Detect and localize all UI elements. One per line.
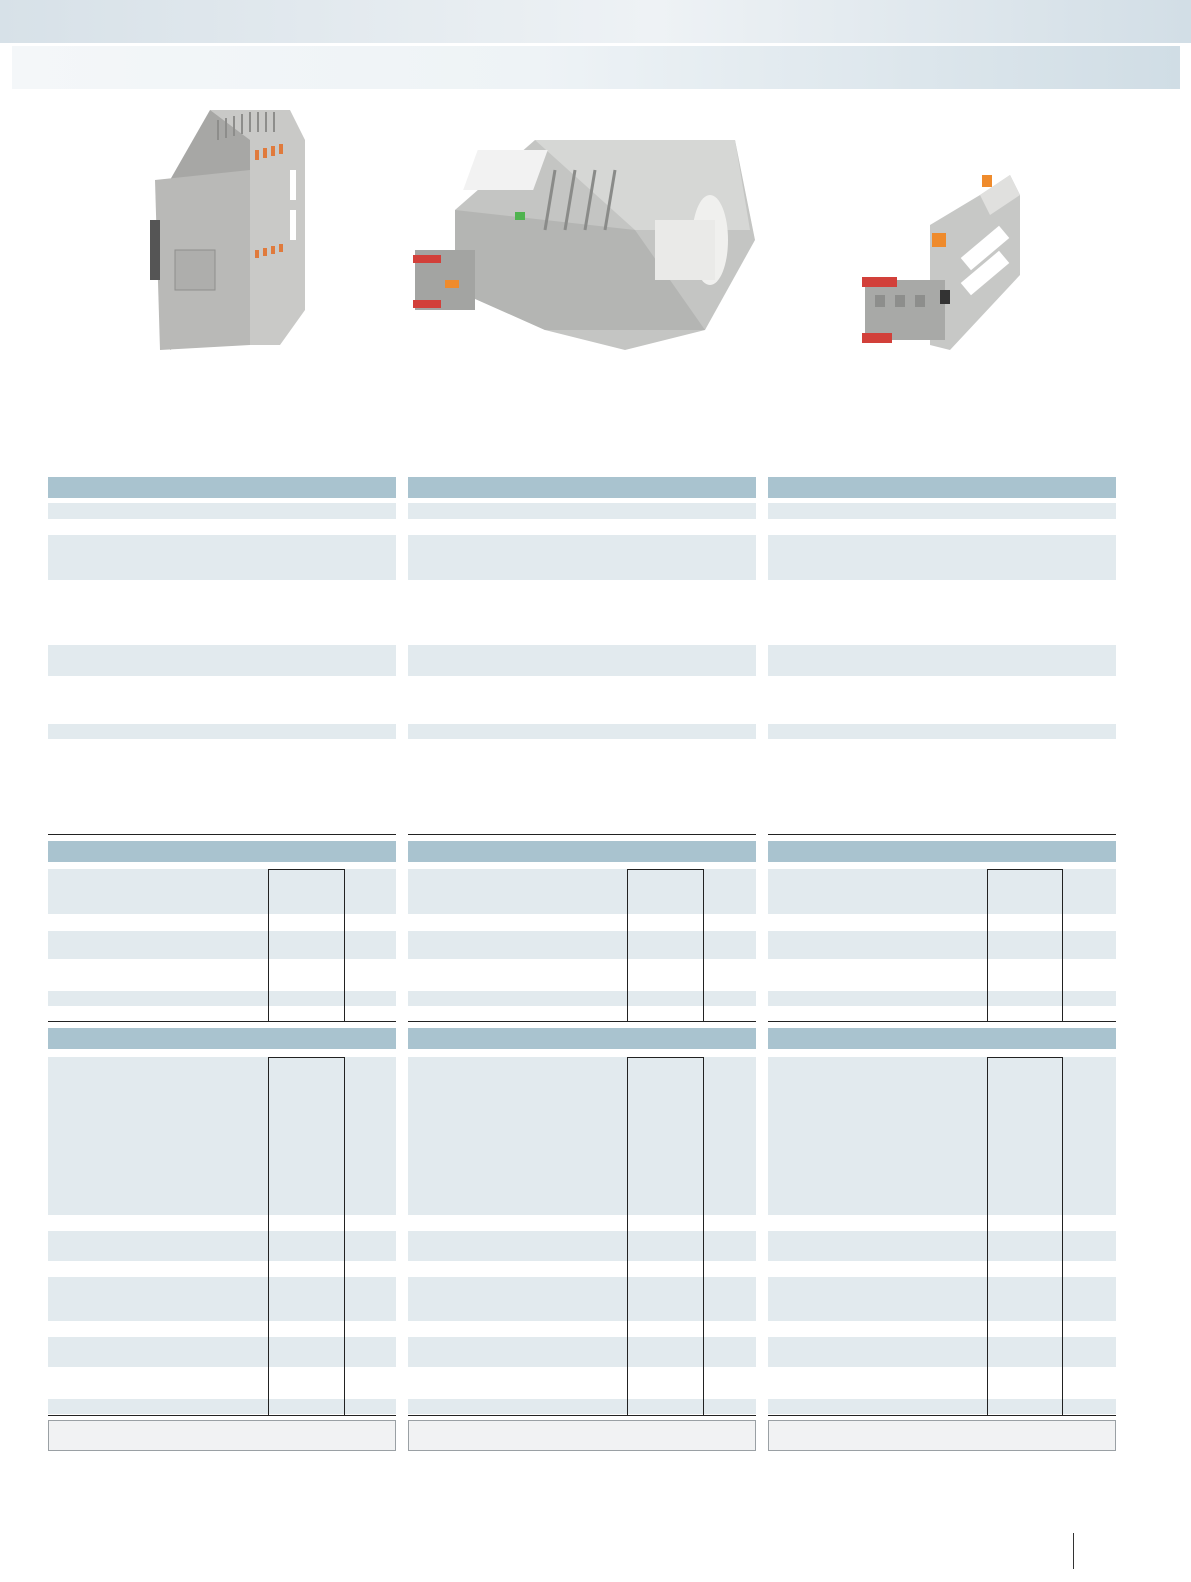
section-rule [408, 1021, 756, 1022]
data-row [768, 931, 1116, 959]
section-rule [408, 1415, 756, 1416]
technical-data-header [768, 841, 1116, 862]
data-row [408, 503, 756, 519]
product-column-3 [768, 0, 1116, 1582]
footnote-box [408, 1420, 756, 1451]
data-row [408, 724, 756, 739]
data-row [768, 1337, 1116, 1367]
column-divider [627, 1057, 628, 1415]
section-rule [768, 1021, 1116, 1022]
product-column-2 [408, 0, 756, 1582]
data-row [768, 1057, 1116, 1215]
column-divider [987, 1057, 988, 1415]
data-row [48, 535, 396, 580]
cell-top-rule [627, 1057, 704, 1058]
connection-data-header [408, 1028, 756, 1049]
data-row [768, 724, 1116, 739]
data-row [48, 645, 396, 676]
column-divider [344, 869, 345, 1021]
technical-data-header [408, 841, 756, 862]
ordering-header [48, 477, 396, 498]
data-row [408, 645, 756, 676]
cell-top-rule [627, 869, 704, 870]
column-divider [344, 1057, 345, 1415]
page-number-divider [1073, 1533, 1074, 1569]
ordering-header [408, 477, 756, 498]
section-rule [48, 834, 396, 835]
column-divider [1062, 869, 1063, 1021]
section-rule [408, 834, 756, 835]
data-row [768, 1399, 1116, 1414]
data-row [48, 503, 396, 519]
cell-top-rule [987, 1057, 1063, 1058]
data-row [768, 1277, 1116, 1321]
column-divider [268, 869, 269, 1021]
data-row [48, 724, 396, 739]
footnote-box [768, 1420, 1116, 1451]
connection-data-header [48, 1028, 396, 1049]
section-rule [768, 1415, 1116, 1416]
column-divider [703, 869, 704, 1021]
section-rule [48, 1021, 396, 1022]
cell-top-rule [987, 869, 1063, 870]
cell-top-rule [268, 869, 345, 870]
data-row [768, 503, 1116, 519]
data-row [768, 535, 1116, 580]
footnote-box [48, 1420, 396, 1451]
data-row [768, 645, 1116, 676]
column-divider [627, 869, 628, 1021]
technical-data-header [48, 841, 396, 862]
data-row [768, 1231, 1116, 1261]
column-divider [268, 1057, 269, 1415]
section-rule [768, 834, 1116, 835]
connection-data-header [768, 1028, 1116, 1049]
column-divider [987, 869, 988, 1021]
data-row [768, 991, 1116, 1006]
product-column-1 [48, 0, 396, 1582]
ordering-header [768, 477, 1116, 498]
data-row [768, 869, 1116, 914]
cell-top-rule [268, 1057, 345, 1058]
section-rule [48, 1415, 396, 1416]
column-divider [703, 1057, 704, 1415]
data-row [408, 535, 756, 580]
column-divider [1062, 1057, 1063, 1415]
